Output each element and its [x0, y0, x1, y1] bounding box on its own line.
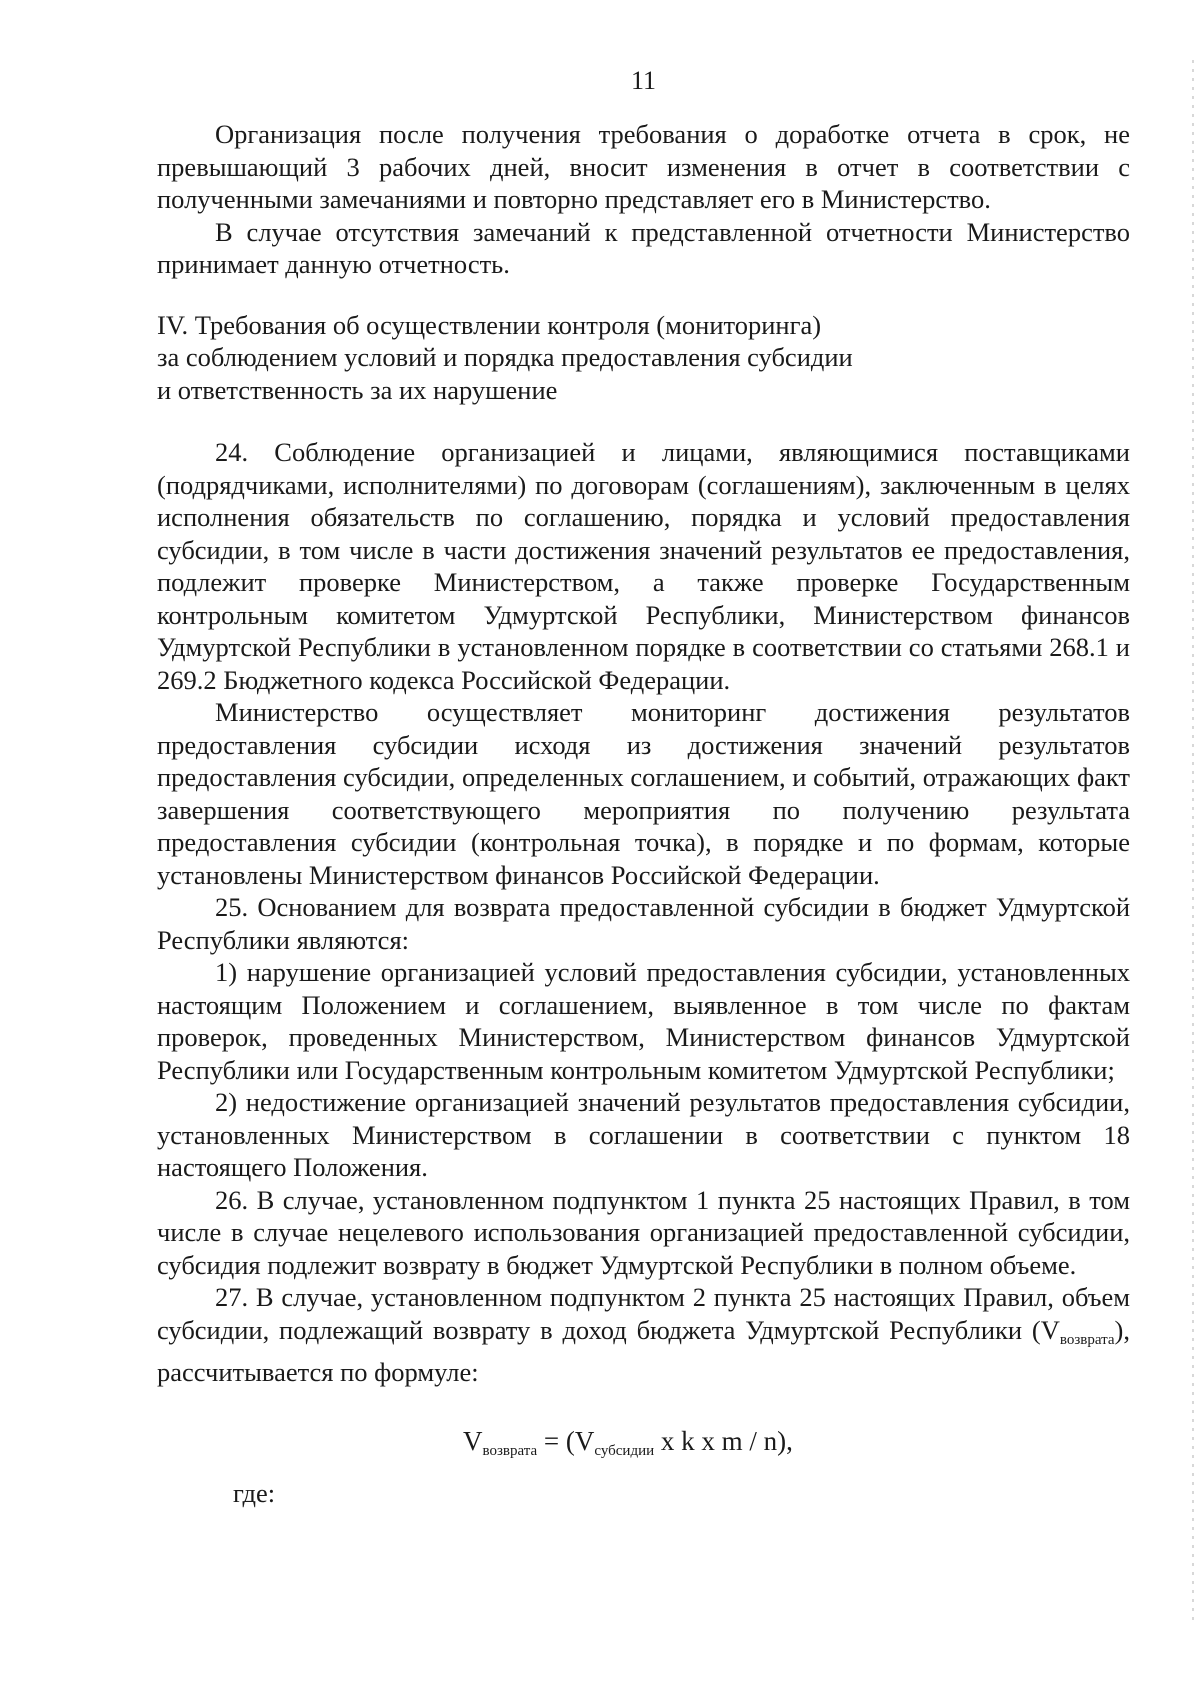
paragraph-25: 25. Основанием для возврата предоставленной субсидии в бюджет Удмуртской Республики являются: — [157, 892, 1130, 955]
where-label: где: — [233, 1478, 276, 1508]
paragraph-report-acceptance: В случае отсутствия замечаний к представленной отчетности Министерство принимает данную отчетность. — [157, 216, 1130, 279]
paragraph-27 — [157, 1281, 1130, 1389]
return-formula — [157, 1425, 1130, 1468]
paragraph-27-text-end: ), рассчитывается по формуле: — [157, 1314, 1130, 1387]
paragraph-report-revision: Организация после получения требования о доработке отчета в срок, не превышающий 3 рабочих дней, вносит изменения в отчет в соответствии с полученными замечаниями и повторно представляет его в Министерство. — [157, 119, 1130, 214]
section-heading — [157, 309, 1130, 407]
scan-edge-artifact — [1192, 60, 1194, 1620]
paragraph-25-item-2: 2) недостижение организацией значений результатов предоставления субсидии, установленных Министерством в соглашении в соответствии с пунктом 18 настоящего Положения. — [157, 1087, 1130, 1182]
paragraph-27-text: 27. В случае, установленном подпунктом 2 пункта 25 настоящих Правил, объем субсидии, подлежащий возврату в доход бюджета Удмуртской Республики (V — [157, 1282, 1130, 1345]
paragraph-27-subscript: возврата — [1059, 1331, 1115, 1348]
paragraph-24: 24. Соблюдение организацией и лицами, являющимися поставщиками (подрядчиками, исполнителями) по договорам (соглашениям), заключенным в целях исполнения обязательств по соглашению, порядка и условий предоставления субсидии, в том числе в части достижения значений результатов ее предоставления, подлежит проверке Министерством, а также проверке Государственным контрольным комитетом Удмуртской Республики, Министерством финансов Удмуртской Республики в установленном порядке в соответствии со статьями 268.1 и 269.2 Бюджетного кодекса Российской Федерации. — [157, 437, 1130, 695]
formula-v: V — [463, 1425, 483, 1456]
section-heading-line: за соблюдением условий и порядка предоставления субсидии — [157, 342, 853, 372]
paragraph-25-item-1: 1) нарушение организацией условий предоставления субсидии, установленных настоящим Положением и соглашением, выявленное в том числе по фактам проверок, проведенных Министерством, Министерством финансов Удмуртской Республики или Государственным контрольным комитетом Удмуртской Республики; — [157, 957, 1130, 1085]
formula-sub-left: возврата — [482, 1442, 538, 1459]
paragraph-24-monitoring: Министерство осуществляет мониторинг достижения результатов предоставления субсидии исходя из достижения значений результатов предоставления субсидии, определенных соглашением, и событий, отражающих факт завершения соответствующего мероприятия по получению результата предоставления субсидии (контрольная точка), в порядке и по формам, которые установлены Министерством финансов Российской Федерации. — [157, 697, 1130, 890]
section-heading-line: IV. Требования об осуществлении контроля (мониторинга) — [157, 309, 822, 340]
paragraph-26: 26. В случае, установленном подпунктом 1 пункта 25 настоящих Правил, в том числе в случае нецелевого использования организацией предоставленной субсидии, субсидия подлежит возврату в бюджет Удмуртской Республики в полном объеме. — [157, 1184, 1130, 1280]
formula-equals: = (V — [537, 1425, 595, 1456]
formula-tail: x k x m / n), — [654, 1425, 793, 1456]
formula-sub-right: субсидии — [594, 1442, 655, 1459]
page-number: 11 — [630, 66, 657, 95]
document-body — [157, 118, 1130, 1510]
section-heading-line: и ответственность за их нарушение — [157, 374, 558, 405]
